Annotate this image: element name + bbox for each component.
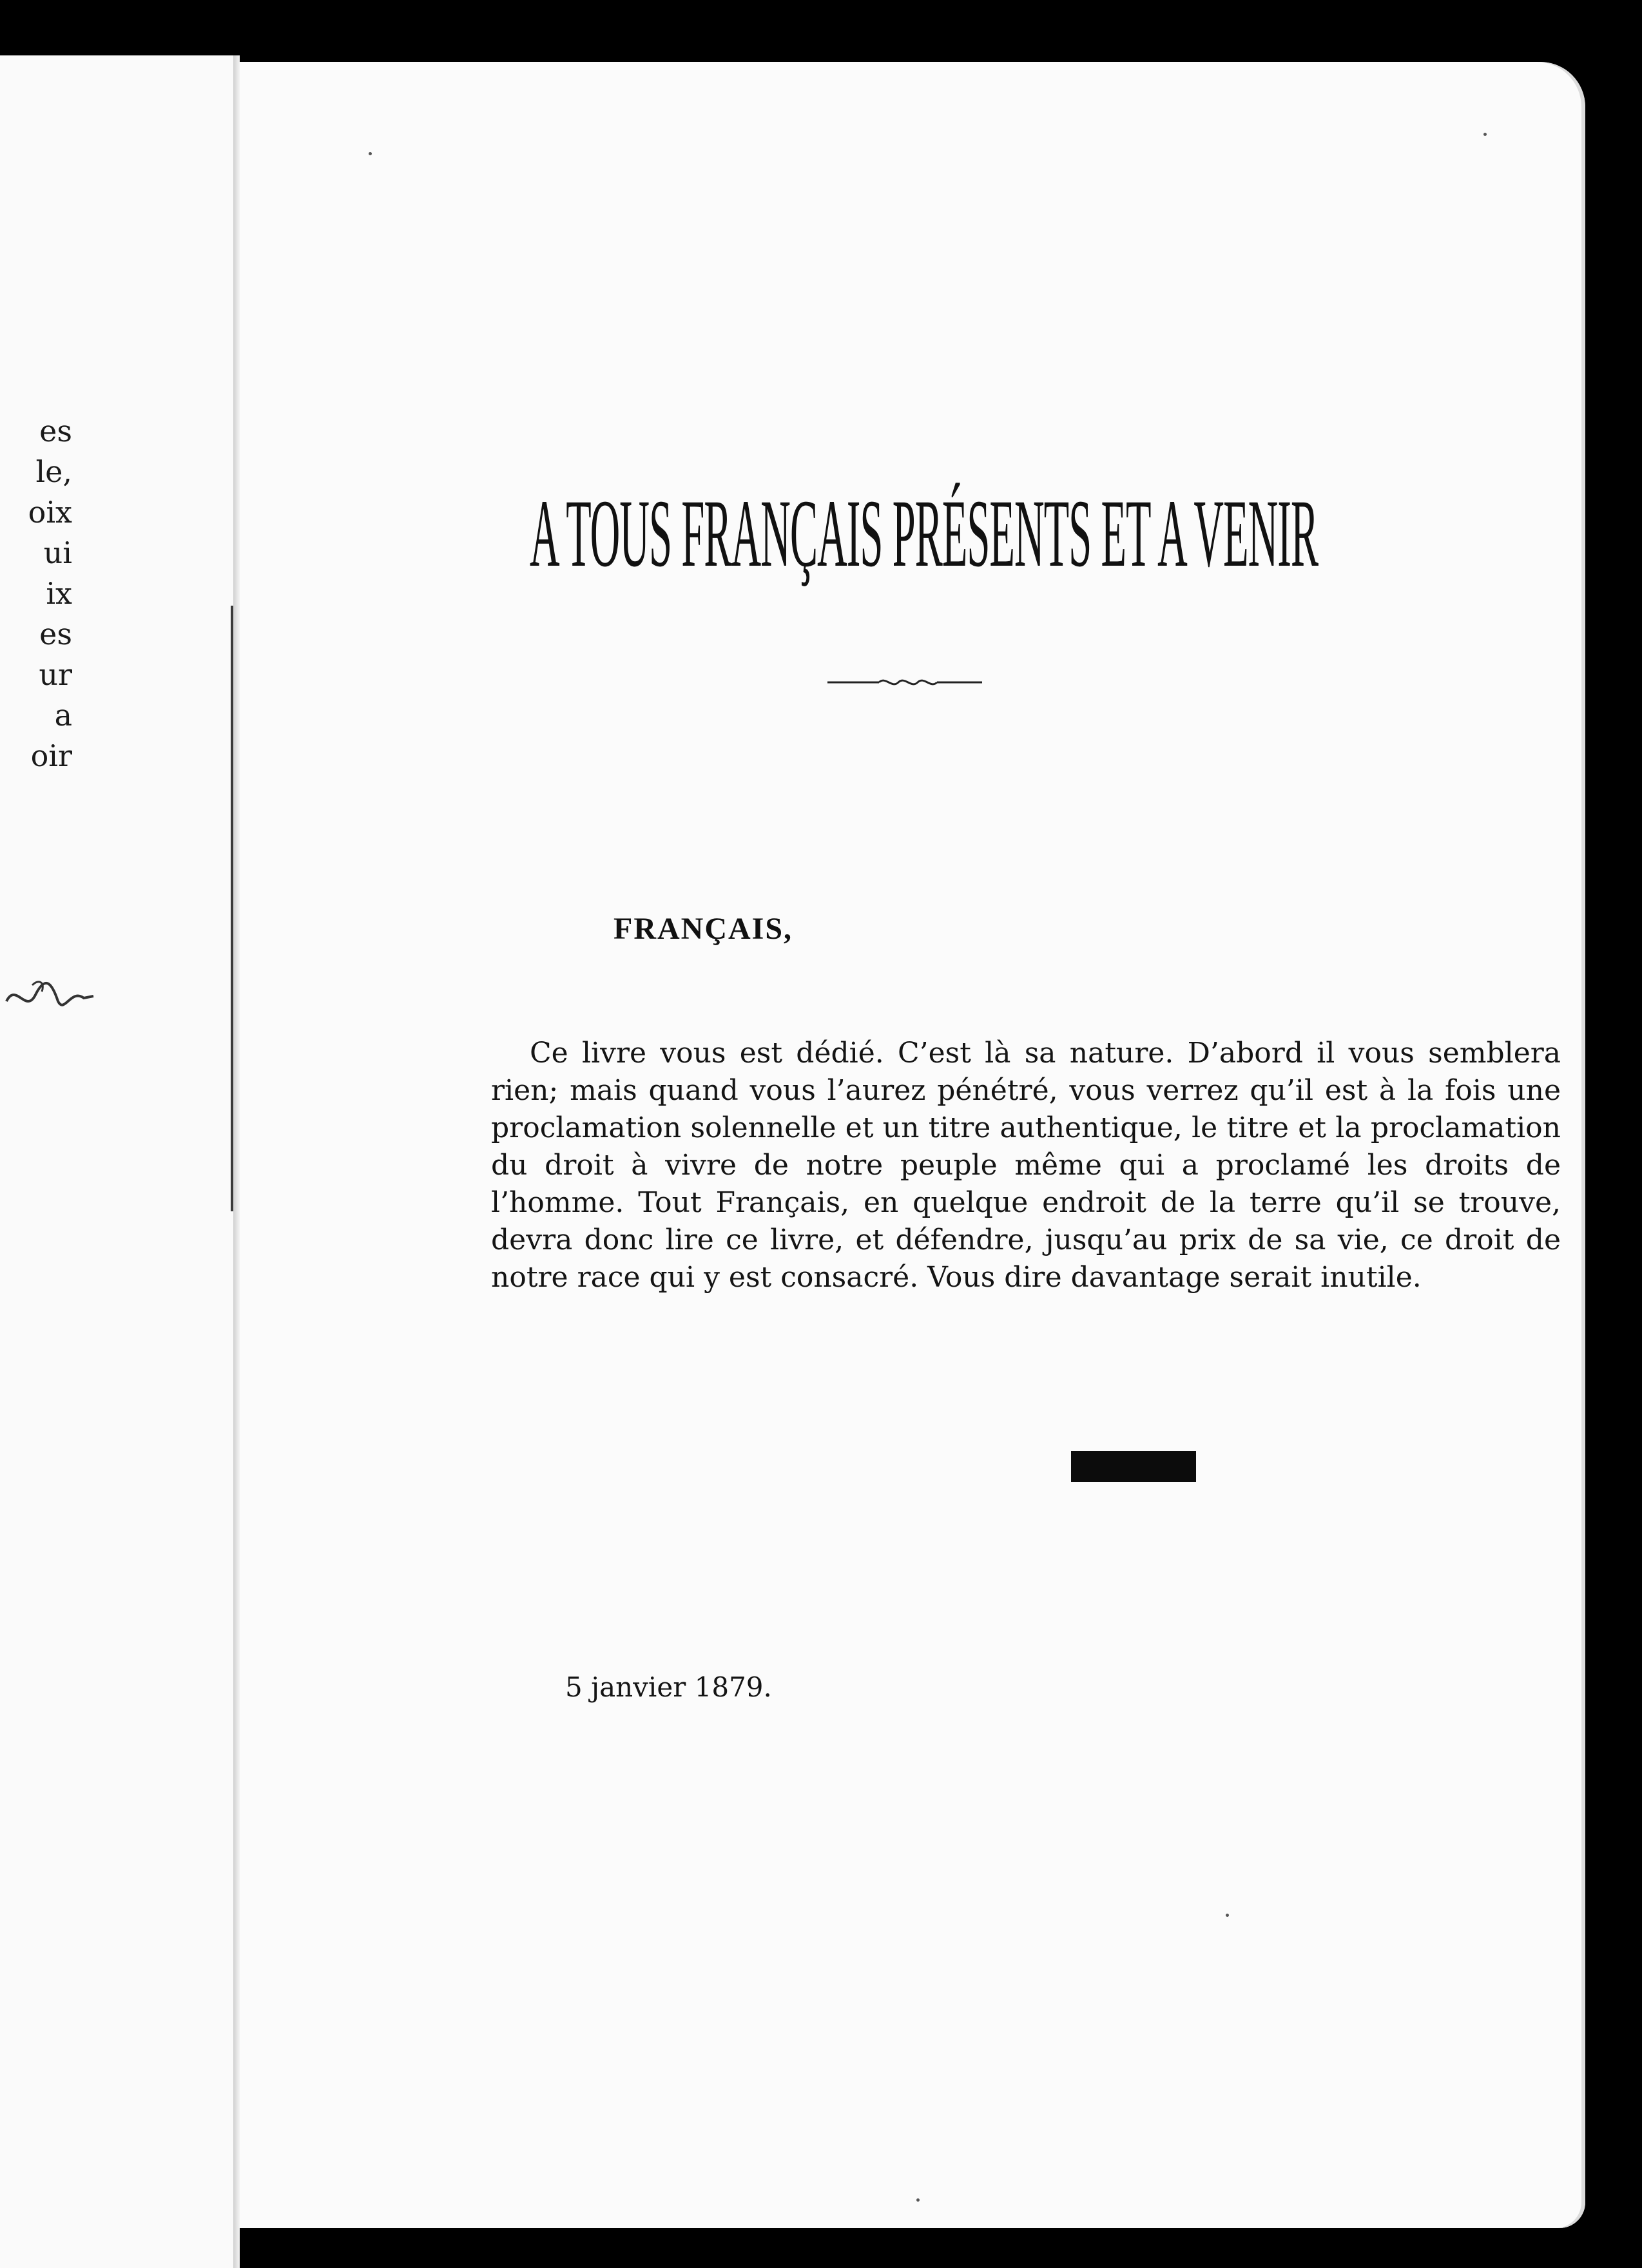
left-fragment: es xyxy=(39,414,72,448)
ornamental-divider xyxy=(827,673,982,692)
left-fragment: oix xyxy=(28,495,72,530)
left-fragment: a xyxy=(54,698,72,733)
left-fragment: ur xyxy=(39,657,72,692)
left-fragment: le, xyxy=(35,454,72,489)
salutation: FRANÇAIS, xyxy=(613,912,793,946)
left-facing-page xyxy=(0,55,236,2268)
left-fragment: oir xyxy=(30,738,72,773)
left-fragment: ix xyxy=(46,576,72,611)
left-fragment: ui xyxy=(43,535,72,570)
title-block xyxy=(530,476,1318,604)
dedication-paragraph: Ce livre vous est dédié. C’est là sa nature. D’abord il vous semblera rien; mais quand vous l’aurez pénétré, vous verrez qu’il est à la fois une proclamation solennelle et un titre authentique, le titre et la proclamation du droit à vivre de notre peuple même qui a proclamé les droits de l’homme. Tout Français, en quelque endroit de la terre qu’il se trouve, devra donc lire ce livre, et défendre, jusqu’au prix de sa vie, ce droit de notre race qui y est consacré. Vous dire davantage serait inutile. xyxy=(491,1037,1561,1294)
page-title: A TOUS FRANÇAIS PRÉSENTS ET A VENIR xyxy=(530,480,1318,587)
dedication-date: 5 janvier 1879. xyxy=(565,1671,772,1703)
binding-line xyxy=(231,606,233,1211)
paper-speck xyxy=(1226,1914,1229,1917)
handwritten-signature-fragment xyxy=(0,963,97,1027)
left-page-text-fragments xyxy=(0,411,72,776)
paper-speck xyxy=(1483,133,1487,136)
left-fragment: es xyxy=(39,617,72,651)
paper-speck xyxy=(369,152,372,155)
redaction-mark xyxy=(1071,1451,1196,1482)
page-gutter xyxy=(233,55,240,2268)
dedication-page xyxy=(240,62,1585,2228)
paper-speck xyxy=(916,2198,920,2202)
